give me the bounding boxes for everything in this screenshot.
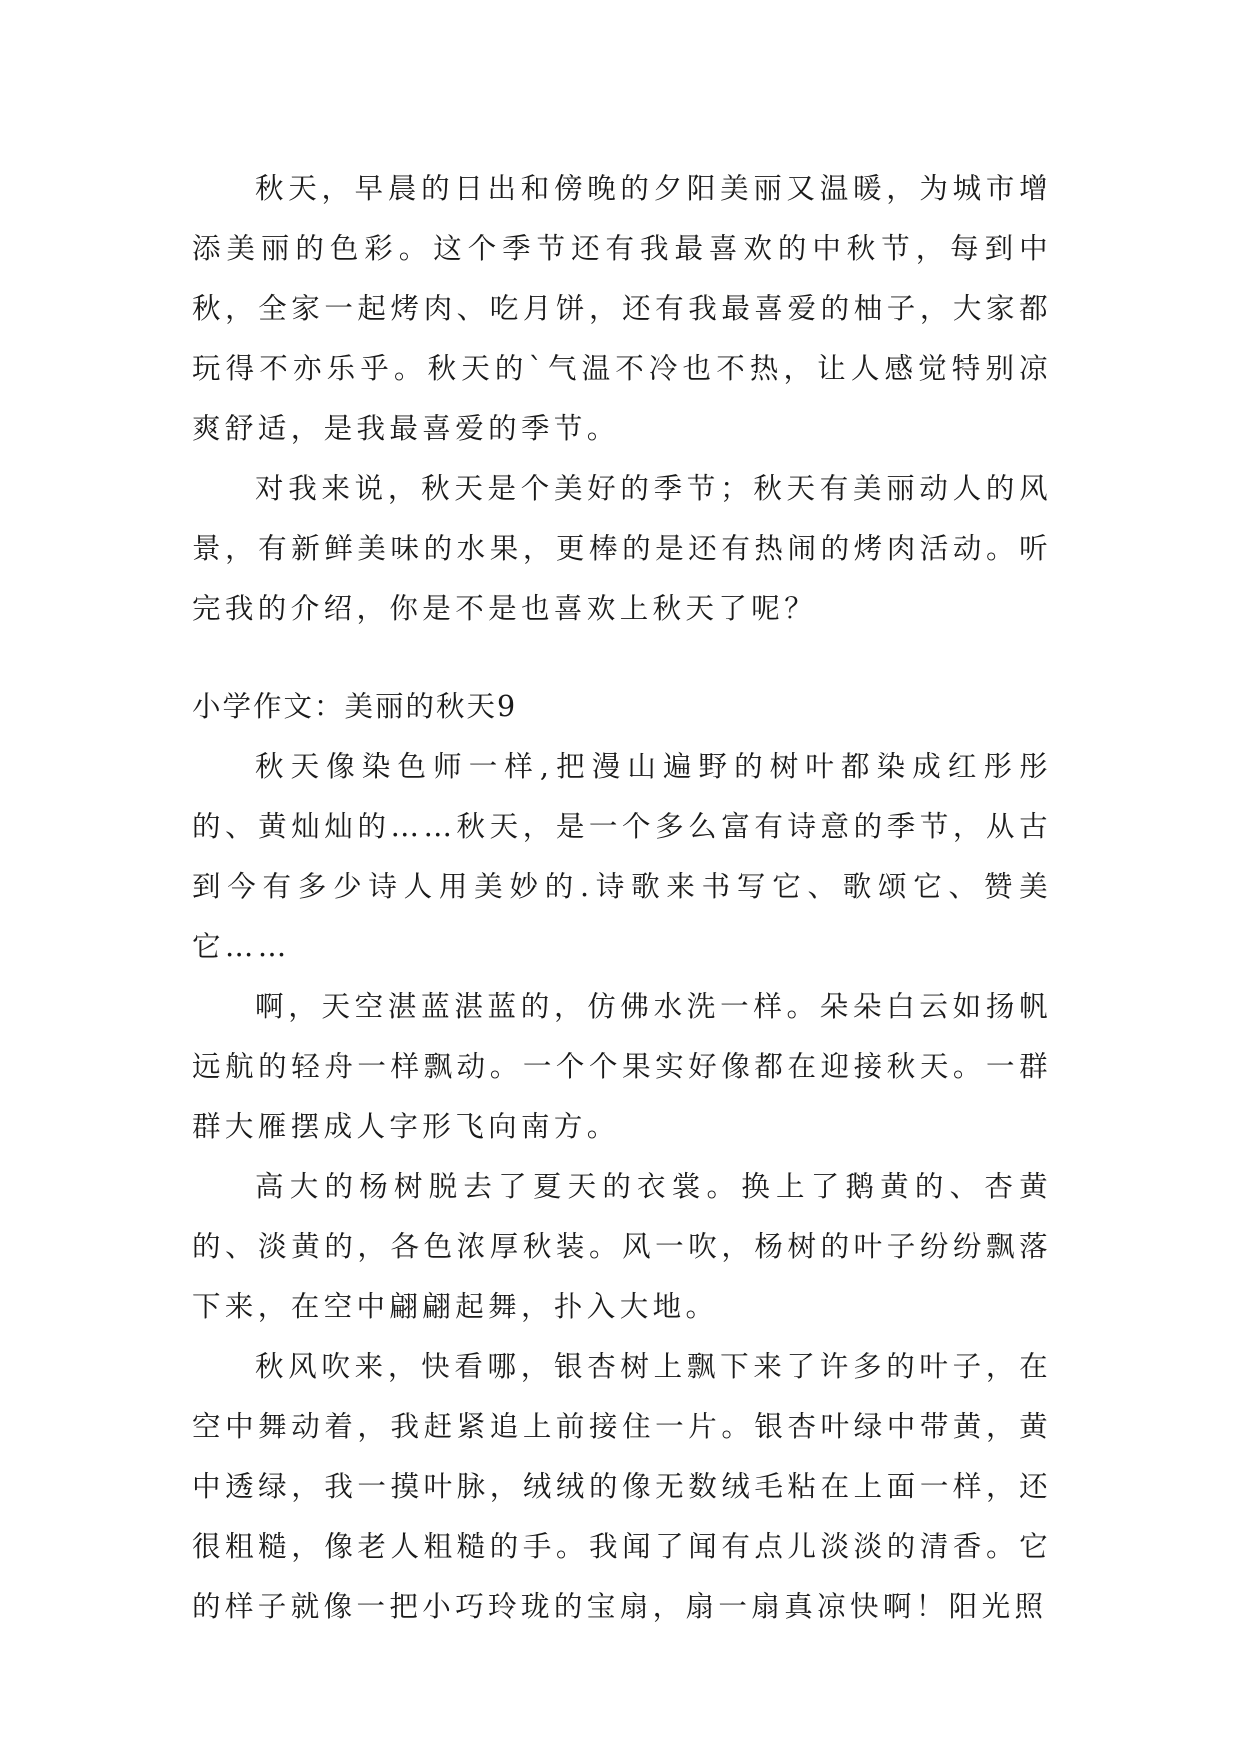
paragraph: 秋风吹来，快看哪，银杏树上飘下来了许多的叶子，在空中舞动着，我赶紧追上前接住一片。银杏叶绿中带黄，黄中透绿，我一摸叶脉，绒绒的像无数绒毛粘在上面一样，还很粗糙，像老人粗糙的手。我闻了闻有点儿淡淡的清香。它的样子就像一把小巧玲珑的宝扇，扇一扇真凉快啊！阳光照: [192, 1350, 1052, 1623]
paragraph: 秋天，早晨的日出和傍晚的夕阳美丽又温暖，为城市增添美丽的色彩。这个季节还有我最喜欢的中秋节，每到中秋，全家一起烤肉、吃月饼，还有我最喜爱的柚子，大家都玩得不亦乐乎。秋天的`气温不冷也不热，让人感觉特别凉爽舒适，是我最喜爱的季节。: [192, 172, 1052, 445]
paragraph: 高大的杨树脱去了夏天的衣裳。换上了鹅黄的、杏黄的、淡黄的，各色浓厚秋装。风一吹，杨树的叶子纷纷飘落下来，在空中翩翩起舞，扑入大地。: [192, 1170, 1052, 1323]
paragraph: 啊，天空湛蓝湛蓝的，仿佛水洗一样。朵朵白云如扬帆远航的轻舟一样飘动。一个个果实好像都在迎接秋天。一群群大雁摆成人字形飞向南方。: [192, 990, 1052, 1143]
section-title: 小学作文：美丽的秋天9: [192, 690, 518, 723]
text-block-bottom: [192, 677, 1052, 1637]
paragraph: 对我来说，秋天是个美好的季节；秋天有美丽动人的风景，有新鲜美味的水果，更棒的是还有热闹的烤肉活动。听完我的介绍，你是不是也喜欢上秋天了呢？: [192, 472, 1052, 625]
paragraph: 秋天像染色师一样,把漫山遍野的树叶都染成红彤彤的、黄灿灿的……秋天，是一个多么富有诗意的季节，从古到今有多少诗人用美妙的.诗歌来书写它、歌颂它、赞美它……: [192, 750, 1052, 963]
text-block-top: [192, 159, 1052, 639]
